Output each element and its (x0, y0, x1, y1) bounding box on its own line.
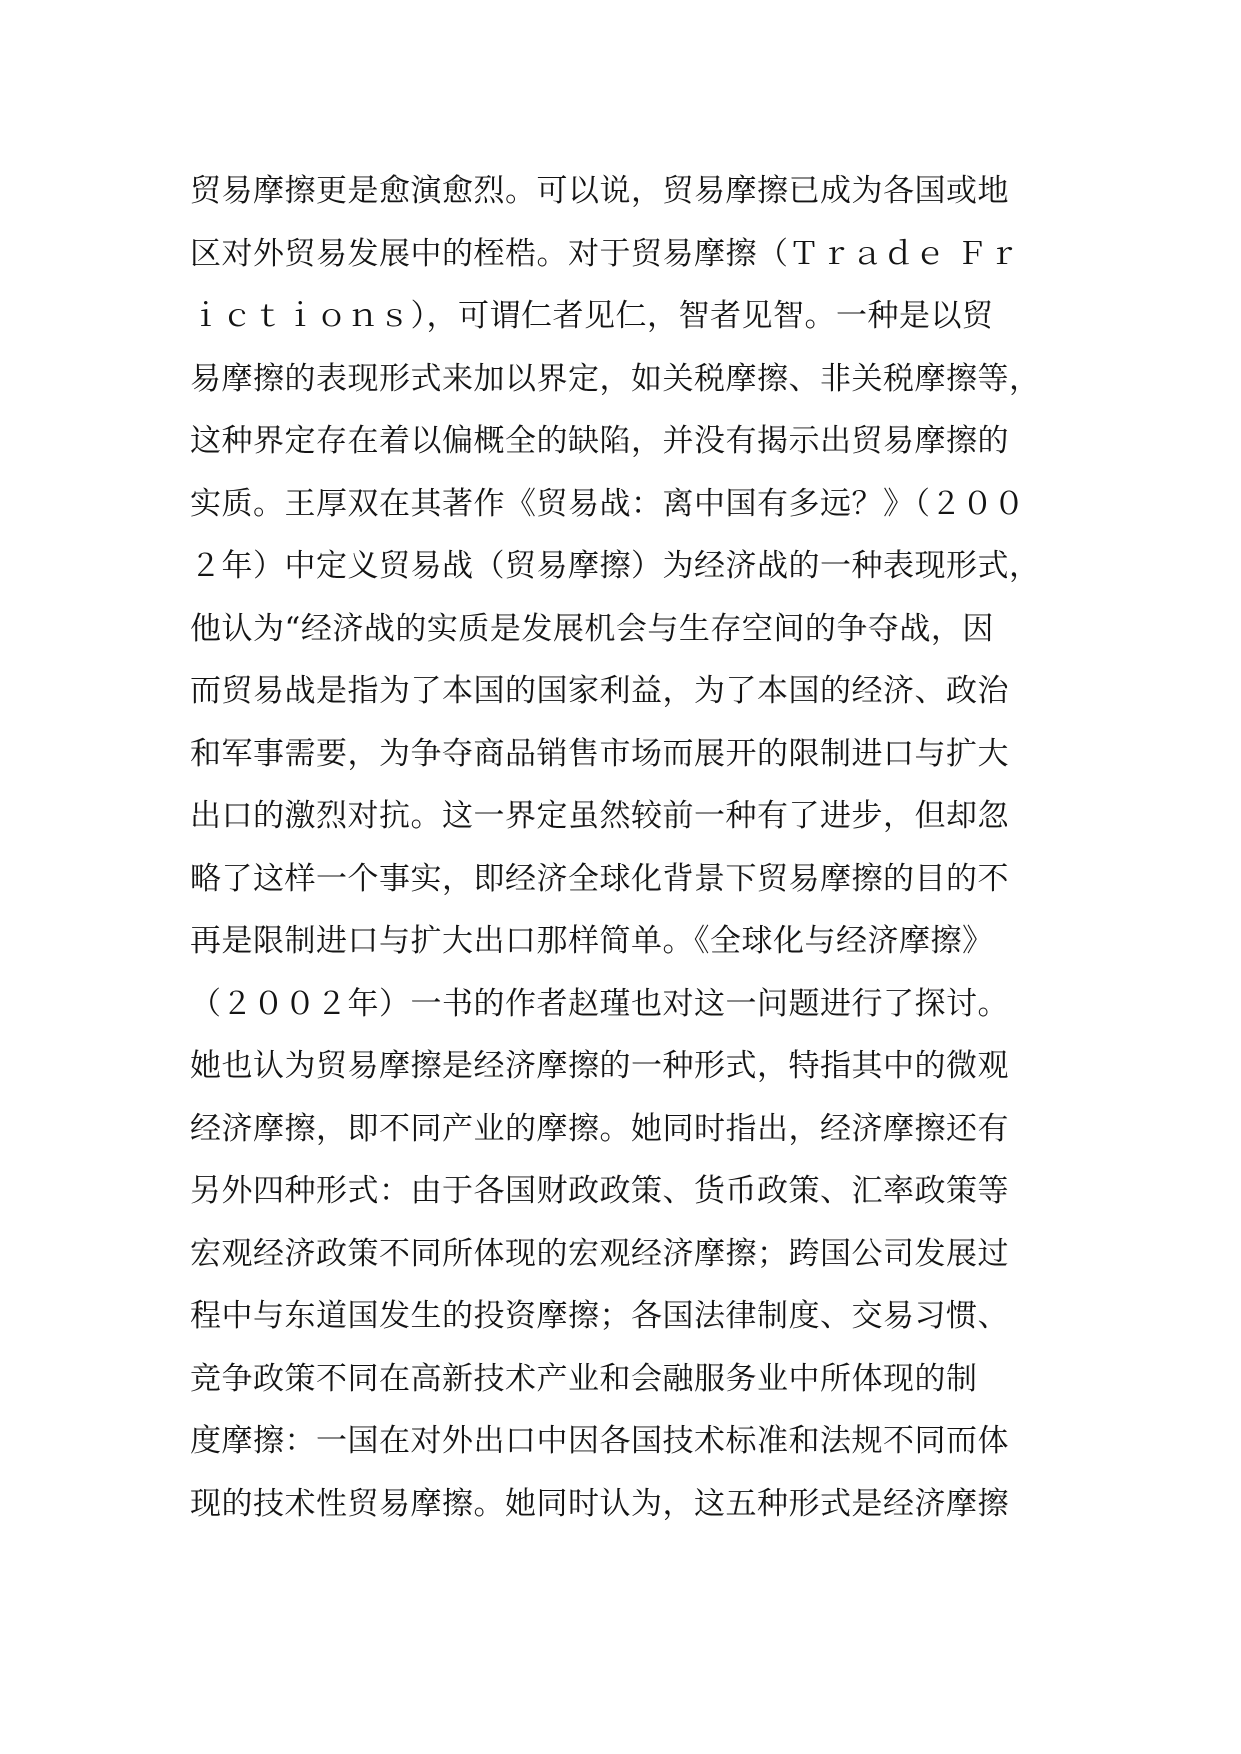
text-line: 她也认为贸易摩擦是经济摩擦的一种形式，特指其中的微观 (190, 1048, 1009, 1084)
text-line: 略了这样一个事实，即经济全球化背景下贸易摩擦的目的不 (190, 860, 1009, 897)
text-line: 贸易摩擦更是愈演愈烈。可以说，贸易摩擦已成为各国或地 (190, 173, 1009, 209)
text-line: 易摩擦的表现形式来加以界定，如关税摩擦、非关税摩擦等， (190, 360, 1041, 397)
text-line: 宏观经济政策不同所体现的宏观经济摩擦；跨国公司发展过 (190, 1235, 1009, 1272)
text-line: 经济摩擦，即不同产业的摩擦。她同时指出，经济摩擦还有 (190, 1110, 1009, 1147)
text-line: 度摩擦：一国在对外出口中因各国技术标准和法规不同而体 (190, 1423, 1009, 1459)
text-line: 他认为“经济战的实质是发展机会与生存空间的争夺战，因 (190, 610, 994, 647)
text-line: （２００２年）一书的作者赵瑾也对这一问题进行了探讨。 (190, 985, 1009, 1022)
body-text (190, 160, 1060, 1535)
text-line: 区对外贸易发展中的桎梏。对于贸易摩擦（Ｔｒａｄｅ Ｆｒ (190, 235, 1020, 272)
text-line: 这种界定存在着以偏概全的缺陷，并没有揭示出贸易摩擦的 (190, 423, 1009, 459)
text-line: 竞争政策不同在高新技术产业和会融服务业中所体现的制 (190, 1360, 978, 1397)
text-line: 再是限制进口与扩大出口那样简单。《全球化与经济摩擦》 (190, 923, 994, 959)
text-line: 出口的激烈对抗。这一界定虽然较前一种有了进步，但却忽 (190, 798, 1009, 834)
text-line: ｉｃｔｉｏｎｓ），可谓仁者见仁，智者见智。一种是以贸 (190, 298, 994, 334)
text-line: 另外四种形式：由于各国财政政策、货币政策、汇率政策等 (190, 1173, 1009, 1209)
text-line: 和军事需要，为争夺商品销售市场而展开的限制进口与扩大 (190, 735, 1009, 772)
text-line: 现的技术性贸易摩擦。她同时认为，这五种形式是经济摩擦 (190, 1485, 1009, 1522)
text-line: 程中与东道国发生的投资摩擦；各国法律制度、交易习惯、 (190, 1298, 1009, 1334)
text-line: 而贸易战是指为了本国的国家利益，为了本国的经济、政治 (190, 673, 1009, 709)
text-line: 实质。王厚双在其著作《贸易战：离中国有多远？》（２００ (190, 485, 1025, 522)
text-line: ２年）中定义贸易战（贸易摩擦）为经济战的一种表现形式， (190, 548, 1041, 584)
